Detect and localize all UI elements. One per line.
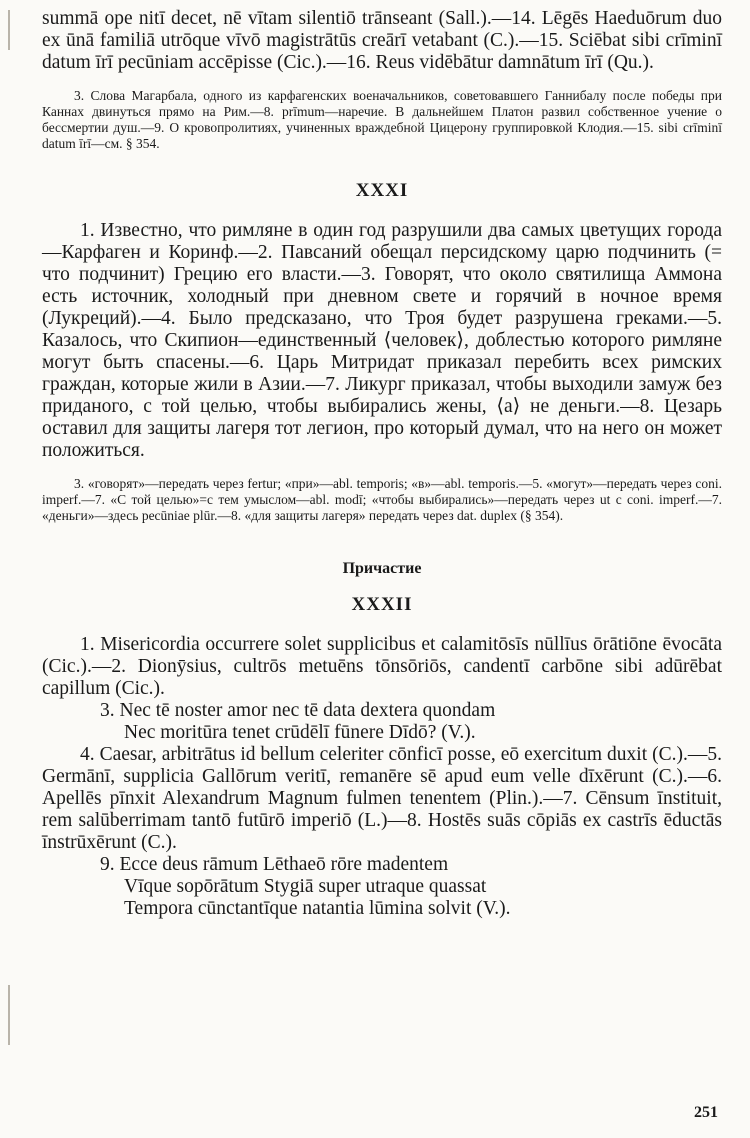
book-page — [42, 8, 722, 920]
footnote-text: 3. «говорят»—передать через fertur; «при»—abl. temporis; «в»—abl. temporis.—5. «могут»—передать через coni. imperf.—7. «С той целью»=с тем умыслом—abl. modī; «чтобы выбирались»—передать через ut с coni. imperf.—7. «деньги»—здесь pecūniae plūr.—8. «для защиты лагеря» передать через dat. duplex (§ 354). — [42, 476, 722, 523]
page-number: 251 — [694, 1104, 718, 1121]
continued-exercise-text — [42, 8, 722, 74]
exercise-xxxii — [42, 634, 722, 920]
verse-line: 9. Ecce deus rāmum Lēthaeō rōre madentem — [100, 854, 449, 875]
footnote-block-1 — [42, 88, 722, 152]
section-number-xxxi: XXXI — [355, 180, 409, 201]
scan-edge-mark — [8, 985, 10, 1045]
exercise-xxxi — [42, 220, 722, 462]
section-number-xxxii: XXXII — [351, 594, 413, 615]
verse-line: Tempora cūnctantīque natantia lūmina solvit (V.). — [124, 898, 511, 919]
verse-line: Vīque sopōrātum Stygiā super utraque quassat — [124, 876, 487, 897]
latin-paragraph-4: 4. Caesar, arbitrātus id bellum celeriter cōnficī posse, eō exercitum duxit (C.).—5. Germānī, supplicia Gallōrum veritī, remanēre sē apud eum velle dīxērunt (C.).—6. Apellēs pīnxit Alexandrum Magnum fulmen tenentem (Plin.).—7. Cēnsum īnstituit, rem salūberrimam tantō futūrō imperiō (L.)—8. Hostēs suās cōpiās ex castrīs ēductās īnstrūxērunt (C.). — [42, 744, 722, 853]
verse-line: 3. Nec tē noster amor nec tē data dextera quondam — [100, 700, 496, 721]
chapter-heading: Причастие — [342, 560, 422, 577]
exercise-paragraph: 1. Известно, что римляне в один год разрушили два самых цветущих города—Карфаген и Коринф.—2. Павсаний обещал персидскому царю подчинить (= что подчинит) Грецию его власти.—3. Говорят, что около святилища Аммона есть источник, холодный при дневном свете и горячий в ночное время (Лукреций).—4. Было предсказано, что Троя будет разрушена греками.—5. Казалось, что Скипион—единственный ⟨человек⟩, доблестью которого римляне могут быть спасены.—6. Царь Митридат приказал перебить всех римских граждан, которые жили в Азии.—7. Ликург приказал, чтобы выходили замуж без приданого, с той целью, чтобы выбирались жены, ⟨а⟩ не деньги.—8. Цезарь оставил для защиты лагеря тот легион, про который думал, что на него он может положиться. — [42, 220, 722, 461]
verse-block-3 — [42, 700, 722, 744]
scan-edge-mark — [8, 10, 10, 50]
latin-paragraph-1: 1. Misericordia occurrere solet supplicibus et calamitōsīs nūllīus ōrātiōne ēvocāta (Cic.).—2. Dionȳsius, cultrōs metuēns tōnsōriōs, candentī carbōne sibi adūrēbat capillum (Cic.). — [42, 634, 722, 699]
verse-line: Nec moritūra tenet crūdēlī fūnere Dīdō? (V.). — [124, 722, 476, 743]
footnote-text: 3. Слова Магарбала, одного из карфагенских военачальников, советовавшего Ганнибалу после победы при Каннах двинуться прямо на Рим.—8. prīmum—наречие. В дальнейшем Платон развил собственное учение о бессмертии душ.—9. О кровопролитиях, учиненных враждебной Цицерону группировкой Клодия.—15. sibi crīminī datum īrī—см. § 354. — [42, 88, 722, 151]
footnote-block-2 — [42, 476, 722, 524]
continued-paragraph: summā ope nitī decet, nē vītam silentiō trānseant (Sall.).—14. Lēgēs Haeduōrum duo ex ūnā familiā utrōque vīvō magistrātūs creārī vetabant (C.).—15. Sciēbat sibi crīminī datum īrī pecūniam accēpisse (Cic.).—16. Reus vidēbātur damnātum īrī (Qu.). — [42, 8, 722, 73]
verse-block-9 — [42, 854, 722, 920]
